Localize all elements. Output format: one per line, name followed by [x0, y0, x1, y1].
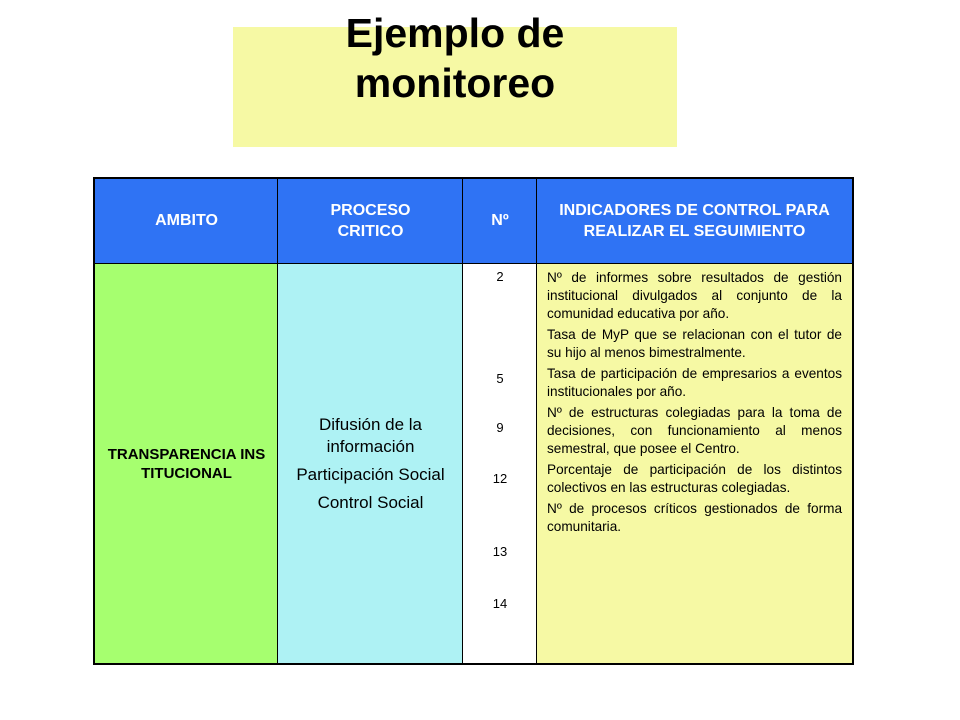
indicator-number: 5	[496, 371, 504, 386]
indicator-text: Nº de informes sobre resultados de gestión institucional divulgados al conjunto de la comunidad educativa por año.	[547, 270, 842, 321]
column-divider	[462, 179, 463, 663]
cell-proceso	[278, 264, 463, 663]
indicator-text: Porcentaje de participación de los distintos colectivos en las estructuras colegiadas.	[547, 462, 842, 495]
monitoring-table	[93, 177, 854, 665]
indicator-number: 9	[496, 420, 504, 435]
proceso-item: Control Social	[317, 492, 424, 512]
header-numero: Nº	[463, 179, 537, 263]
header-divider	[95, 263, 852, 264]
title-line-2: monitoreo	[354, 60, 556, 106]
indicator-text: Nº de procesos críticos gestionados de forma comunitaria.	[547, 501, 842, 534]
proceso-item: Difusión de la información	[318, 414, 422, 456]
cell-ambito: TRANSPARENCIA INSTITUCIONAL	[95, 264, 278, 663]
column-divider	[277, 179, 278, 663]
indicator-number: 12	[492, 471, 508, 486]
cell-numeros	[463, 264, 537, 663]
indicator-number: 13	[492, 544, 508, 559]
title-line-1: Ejemplo de	[345, 10, 565, 56]
indicator-number: 14	[492, 596, 508, 611]
proceso-item: Participación Social	[296, 464, 445, 484]
indicator-text: Nº de estructuras colegiadas para la toma de decisiones, con funcionamiento al menos semestral, que posee el Centro.	[547, 405, 842, 456]
indicator-text: Tasa de MyP que se relacionan con el tutor de su hijo al menos bimestralmente.	[547, 327, 842, 360]
cell-indicadores	[537, 264, 852, 663]
page-title	[233, 8, 677, 108]
header-proceso-critico: PROCESO CRITICO	[278, 179, 463, 263]
indicator-text: Tasa de participación de empresarios a eventos institucionales por año.	[547, 366, 842, 399]
column-divider	[536, 179, 537, 663]
header-ambito: AMBITO	[95, 179, 278, 263]
indicator-number: 2	[496, 269, 504, 284]
header-indicadores: INDICADORES DE CONTROL PARA REALIZAR EL SEGUIMIENTO	[537, 179, 852, 263]
